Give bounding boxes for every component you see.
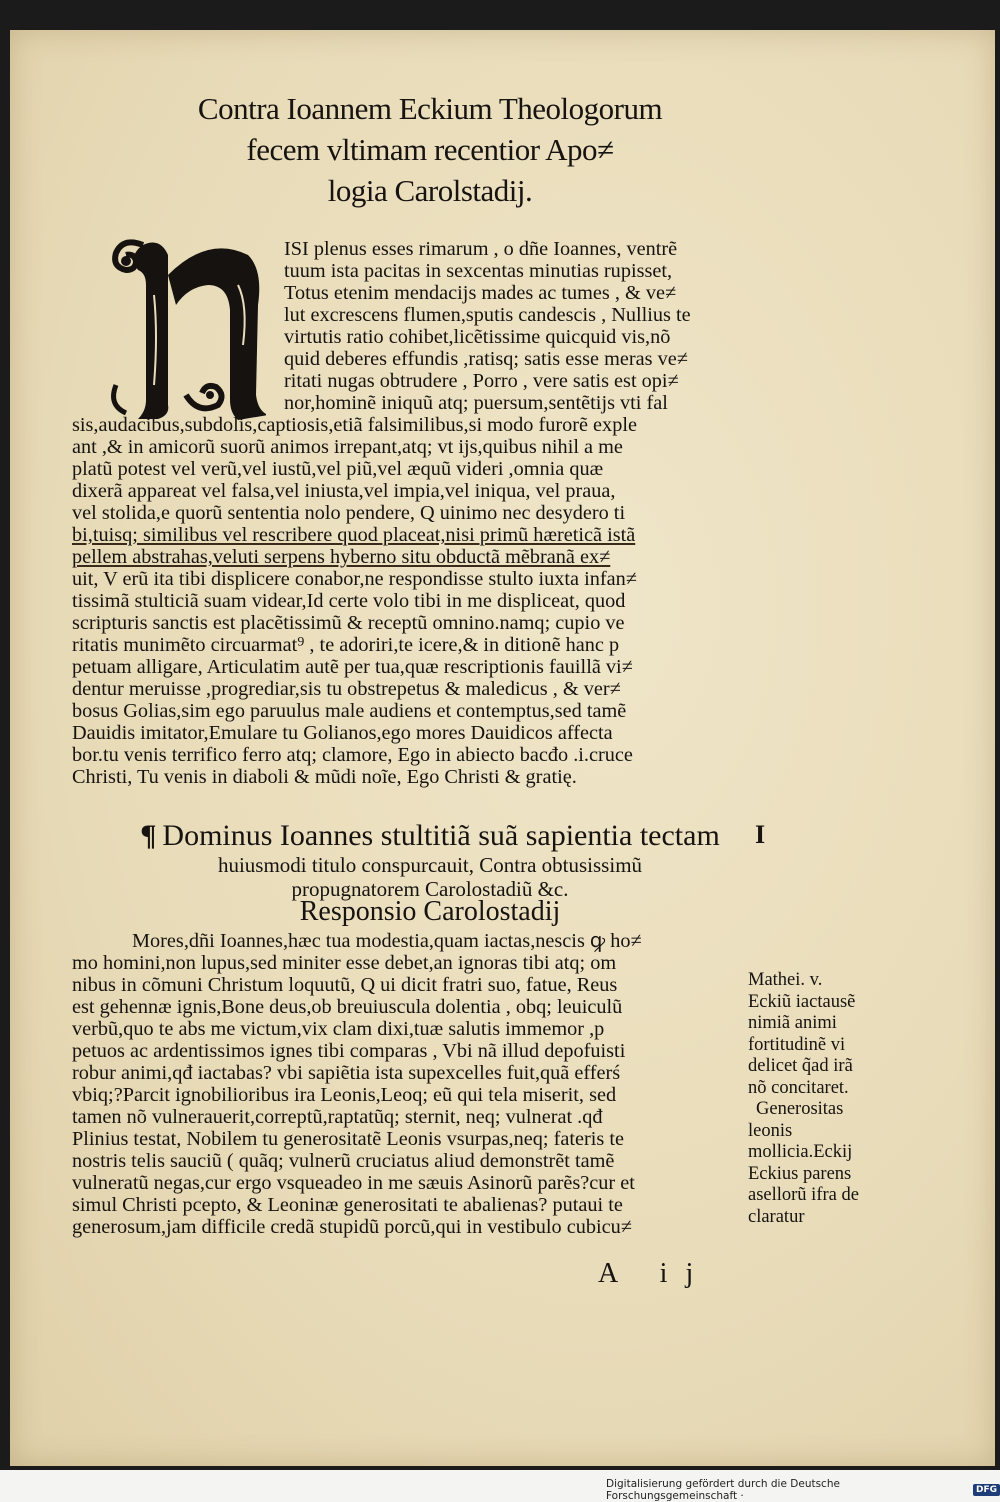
text-line: tissimã stulticiã suam videar,Id certe volo tibi in me displiceat, quod bbox=[72, 590, 626, 612]
margin-note-line: claratur bbox=[748, 1206, 805, 1227]
text-line: tuum ista pacitas in sexcentas minutias rupisset, bbox=[284, 260, 673, 282]
page-title bbox=[130, 88, 730, 211]
text-line: pellem abstrahas,veluti serpens hyberno situ obductã mẽbranã ex≠ bbox=[72, 546, 611, 568]
text-line: platũ potest vel verũ,vel iustũ,vel piũ,vel æquũ videri ,omnia quæ bbox=[72, 458, 604, 480]
text-line: Mores,dñi Ioannes,hæc tua modestia,quam iactas,nescis ꝙ ho≠ bbox=[132, 930, 642, 952]
marginal-notes bbox=[748, 970, 908, 1228]
text-line: simul Christi pcepto, & Leoninæ generositati te abalienas? putaui te bbox=[72, 1194, 623, 1216]
text-line: petuam alligare, Articulatim autẽ per tua,quæ rescriptionis fauillã vi≠ bbox=[72, 656, 633, 678]
text-line: nor,hominẽ iniquũ atq; puersum,sentẽtijs vti fal bbox=[284, 392, 668, 414]
margin-note-line: Eckiũ iactausẽ bbox=[748, 991, 856, 1012]
text-line: ritatis munimẽto circuarmat⁹ , te adoriri,te icere,& in ditionẽ hanc p bbox=[72, 634, 620, 656]
section-heading bbox=[90, 819, 770, 901]
margin-note-line: nimiã animi bbox=[748, 1013, 837, 1033]
heading-line-3: propugnatorem Carolostadiũ &c. bbox=[291, 877, 569, 901]
title-line: fecem vltimam recentior Apo≠ bbox=[246, 132, 614, 167]
text-line: nibus in cõmuni Christum loquutũ, Q ui dicit fratri suo, fatue, Reus bbox=[72, 974, 618, 996]
text-line: vel stolida,e quorũ sententia nolo pendere, Q uinimo nec desydero ti bbox=[72, 502, 626, 524]
title-line: logia Carolstadij. bbox=[327, 173, 533, 208]
text-line: ant ,& in amicorũ suorũ animos irrepant,atq; vt ijs,quibus nihil a me bbox=[72, 436, 623, 458]
margin-note-line: Mathei. v. bbox=[748, 970, 823, 990]
heading-margin-mark: I bbox=[755, 820, 766, 849]
text-line: scripturis sanctis est placẽtissimũ & receptũ omnino.namq; cupio ve bbox=[72, 612, 625, 634]
text-line: bi,tuisq; similibus vel rescribere quod placeat,nisi primũ hæreticã istã bbox=[72, 524, 636, 546]
opening-paragraph bbox=[72, 238, 762, 788]
footer-credit: Digitalisierung gefördert durch die Deutsche Forschungsgemeinschaft · bbox=[606, 1478, 840, 1502]
dfg-logo-icon[interactable]: DFG bbox=[973, 1484, 1000, 1496]
margin-note-line: mollicia.Eckij bbox=[748, 1142, 853, 1162]
margin-note-line: nõ concitaret. bbox=[748, 1077, 849, 1098]
text-line: quid deberes effundis ,ratisq; satis esse meras ve≠ bbox=[284, 348, 688, 370]
margin-note-line: asellorũ ifra de bbox=[748, 1185, 859, 1205]
response-paragraph bbox=[72, 930, 752, 1238]
text-line: petuos ac ardentissimos ignes tibi comparas , Vbi nã illud depofuisti bbox=[72, 1040, 626, 1062]
response-title: Responsio Carolostadij bbox=[299, 896, 561, 927]
text-line: vulneratũ negas,cur ergo vsqueadeo in me sæuis Asinorũ parẽs?cur et bbox=[72, 1172, 635, 1194]
digitization-footer bbox=[606, 1478, 1000, 1502]
text-line: ritati nugas obtrudere , Porro , vere satis est opi≠ bbox=[284, 370, 679, 392]
text-line: ISI plenus esses rimarum , o dñe Ioannes, ventrẽ bbox=[284, 238, 678, 260]
text-line: dentur meruisse ,progrediar,sis tu obstrepetus & maledicus , & ver≠ bbox=[72, 678, 621, 700]
text-line: virtutis ratio cohibet,licẽtissime quicquid vis,nõ bbox=[284, 326, 671, 348]
pilcrow-icon: ¶ bbox=[140, 819, 157, 852]
text-line: bosus Golias,sim ego paruulus male audiens et contemptus,sed tamẽ bbox=[72, 700, 627, 722]
margin-note-line: Generositas bbox=[756, 1099, 844, 1119]
text-line: Christi, Tu venis in diaboli & mũdi noĩe, Ego Christi & gratię. bbox=[72, 766, 577, 788]
text-line: Dauidis imitator,Emulare tu Golianos,ego mores Dauidicos affecta bbox=[72, 722, 613, 744]
text-line: generosum,jam difficile credã stupidũ porcũ,qui in vestibulo cubicu≠ bbox=[72, 1216, 632, 1238]
heading-line-2: huiusmodi titulo conspurcauit, Contra obtusissimũ bbox=[217, 853, 643, 877]
margin-note-line: Eckius parens bbox=[748, 1163, 852, 1184]
text-line: bor.tu venis terrifico ferro atq; clamore, Ego in abiecto bacđo .i.cruce bbox=[72, 744, 633, 766]
text-line: nostris telis sauciũ ( quãq; vulnerũ cruciatus aliud demonstrẽt tamẽ bbox=[72, 1150, 615, 1172]
text-line: verbũ,quo te abs me victum,vix clam dixi,tuæ salutis immemor ,p bbox=[72, 1018, 605, 1040]
text-line: Totus etenim mendacijs mades ac tumes , & ve≠ bbox=[284, 282, 677, 304]
text-line: uit, V erũ ita tibi displicere conabor,ne respondisse stulto iuxta infan≠ bbox=[72, 568, 637, 590]
text-line: vbiq;?Parcit ignobilioribus ira Leonis,Leoq; eũ qui tela miserit, sed bbox=[72, 1084, 617, 1106]
text-line: tamen nõ vulnerauerit,correptũ,raptatũq; sternit, neq; vulnerat .qđ bbox=[72, 1106, 603, 1128]
signature-mark: A ij bbox=[598, 1258, 712, 1289]
heading-line-1: ¶ Dominus Ioannes stultitiã suã sapientia tectam bbox=[140, 819, 720, 852]
text-line: mo homini,non lupus,sed miniter esse debet,an ignoras tibi atq; om bbox=[72, 952, 617, 974]
margin-note-line: leonis bbox=[748, 1120, 793, 1141]
initial-letter-text: N bbox=[98, 215, 99, 216]
text-line: Plinius testat, Nobilem tu generositatẽ Leonis vsurpas,neq; fateris te bbox=[72, 1128, 624, 1150]
text-line: sis,audacibus,subdolis,captiosis,etiã falsimilibus,si modo furorẽ exple bbox=[72, 414, 637, 436]
text-line: robur animi,qđ iactabas? vbi sapiẽtia ista supexcelles fuit,quã efferś bbox=[72, 1062, 621, 1084]
title-line: Contra Ioannem Eckium Theologorum bbox=[197, 91, 663, 126]
text-line: dixerã appareat vel falsa,vel iniusta,vel impia,vel iniqua, vel praua, bbox=[72, 480, 616, 502]
margin-note-line: delicet q̃ad irã bbox=[748, 1056, 853, 1076]
book-page bbox=[10, 30, 995, 1466]
text-line: est gehennæ ignis,Bone deus,ob breuiuscula dolentia , obq; leuiculũ bbox=[72, 996, 623, 1018]
text-line: lut excrescens flumen,sputis candescis , Nullius te bbox=[284, 304, 691, 326]
margin-note-line: fortitudinẽ vi bbox=[748, 1034, 846, 1055]
